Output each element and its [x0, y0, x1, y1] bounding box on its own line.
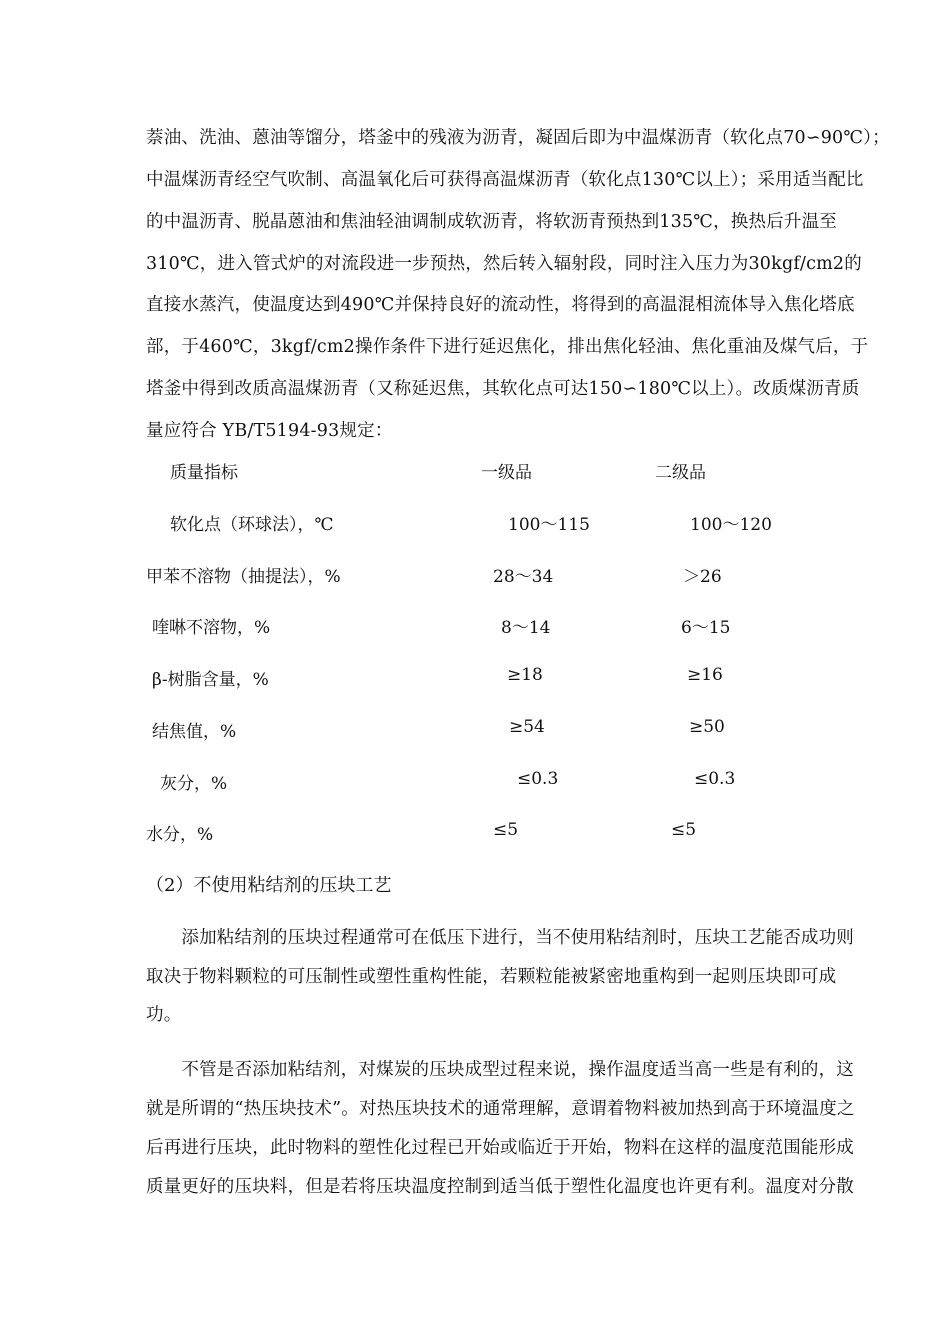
table-row [0, 613, 950, 637]
intro-line: 塔釜中得到改质高温煤沥青（又称延迟焦，其软化点可达150∽180℃以上）。改质煤沥青质 [146, 379, 860, 399]
paragraph-line: 就是所谓的“热压块技术”。对热压块技术的通常理解，意谓着物料被加热到高于环境温度之 [146, 1099, 855, 1119]
intro-line: 中温煤沥青经空气吹制、高温氧化后可获得高温煤沥青（软化点130℃以上）；采用适当配比 [146, 170, 864, 190]
table-cell: 喹啉不溶物，% [152, 618, 271, 638]
paragraph-line: 不管是否添加粘结剂，对煤炭的压块成型过程来说，操作温度适当高一些是有利的，这 [146, 1060, 854, 1080]
table-cell: 100～120 [690, 515, 772, 535]
paragraph-line: 功。 [146, 1005, 182, 1025]
table-cell: ≤0.3 [517, 769, 559, 789]
paragraph-line: 取决于物料颗粒的可压制性或塑性重构性能，若颗粒能被紧密地重构到一起则压块即可成 [146, 967, 837, 987]
section-heading: （2）不使用粘结剂的压块工艺 [146, 875, 392, 896]
table-header-row [0, 458, 950, 482]
table-row [0, 820, 950, 844]
table-cell: 灰分，% [160, 774, 228, 794]
intro-line: 萘油、洗油、蒽油等馏分，塔釜中的残液为沥青，凝固后即为中温煤沥青（软化点70∽90℃）； [146, 128, 890, 148]
paragraph-line: 质量更好的压块料，但是若将压块温度控制到适当低于塑性化温度也许更有利。温度对分散 [146, 1177, 854, 1197]
table-cell: 100～115 [508, 515, 590, 535]
intro-line: 量应符合 YB/T5194-93规定： [146, 421, 393, 441]
table-cell: ≥54 [509, 717, 545, 737]
table-header-cell: 一级品 [481, 463, 532, 483]
table-cell: ≤5 [493, 820, 519, 840]
paragraph-line: 后再进行压块，此时物料的塑性化过程已开始或临近于开始，物料在这样的温度范围能形成 [146, 1138, 854, 1158]
intro-line: 的中温沥青、脱晶蒽油和焦油轻油调制成软沥青，将软沥青预热到135℃，换热后升温至 [146, 212, 837, 232]
table-row [0, 562, 950, 586]
table-cell: ＞26 [683, 567, 722, 587]
table-cell: 8～14 [501, 618, 551, 638]
table-cell: β-树脂含量，% [152, 670, 269, 690]
table-cell: 结焦值，% [152, 722, 237, 742]
table-row [0, 510, 950, 534]
table-cell: 水分，% [146, 825, 214, 845]
table-cell: ≥50 [689, 717, 725, 737]
table-header-cell: 质量指标 [170, 463, 238, 483]
table-cell: ≥16 [687, 665, 723, 685]
table-cell: ≤0.3 [694, 769, 736, 789]
table-row [0, 717, 950, 741]
paragraph-line: 添加粘结剂的压块过程通常可在低压下进行，当不使用粘结剂时，压块工艺能否成功则 [146, 928, 854, 948]
table-cell: 28～34 [493, 567, 554, 587]
intro-line: 部，于460℃，3kgf/cm2操作条件下进行延迟焦化，排出焦化轻油、焦化重油及煤气后，于 [146, 337, 869, 357]
table-cell: ≤5 [671, 820, 697, 840]
intro-line: 直接水蒸汽，使温度达到490℃并保持良好的流动性，将得到的高温混相流体导入焦化塔底 [146, 295, 855, 315]
table-cell: 软化点（环球法），℃ [170, 515, 334, 535]
intro-line: 310℃，进入管式炉的对流段进一步预热，然后转入辐射段，同时注入压力为30kgf/cm2的 [146, 254, 862, 274]
table-row [0, 769, 950, 793]
table-row [0, 665, 950, 689]
table-cell: 甲苯不溶物（抽提法），% [146, 567, 341, 587]
table-cell: 6～15 [681, 618, 731, 638]
table-header-cell: 二级品 [655, 463, 706, 483]
table-cell: ≥18 [507, 665, 543, 685]
